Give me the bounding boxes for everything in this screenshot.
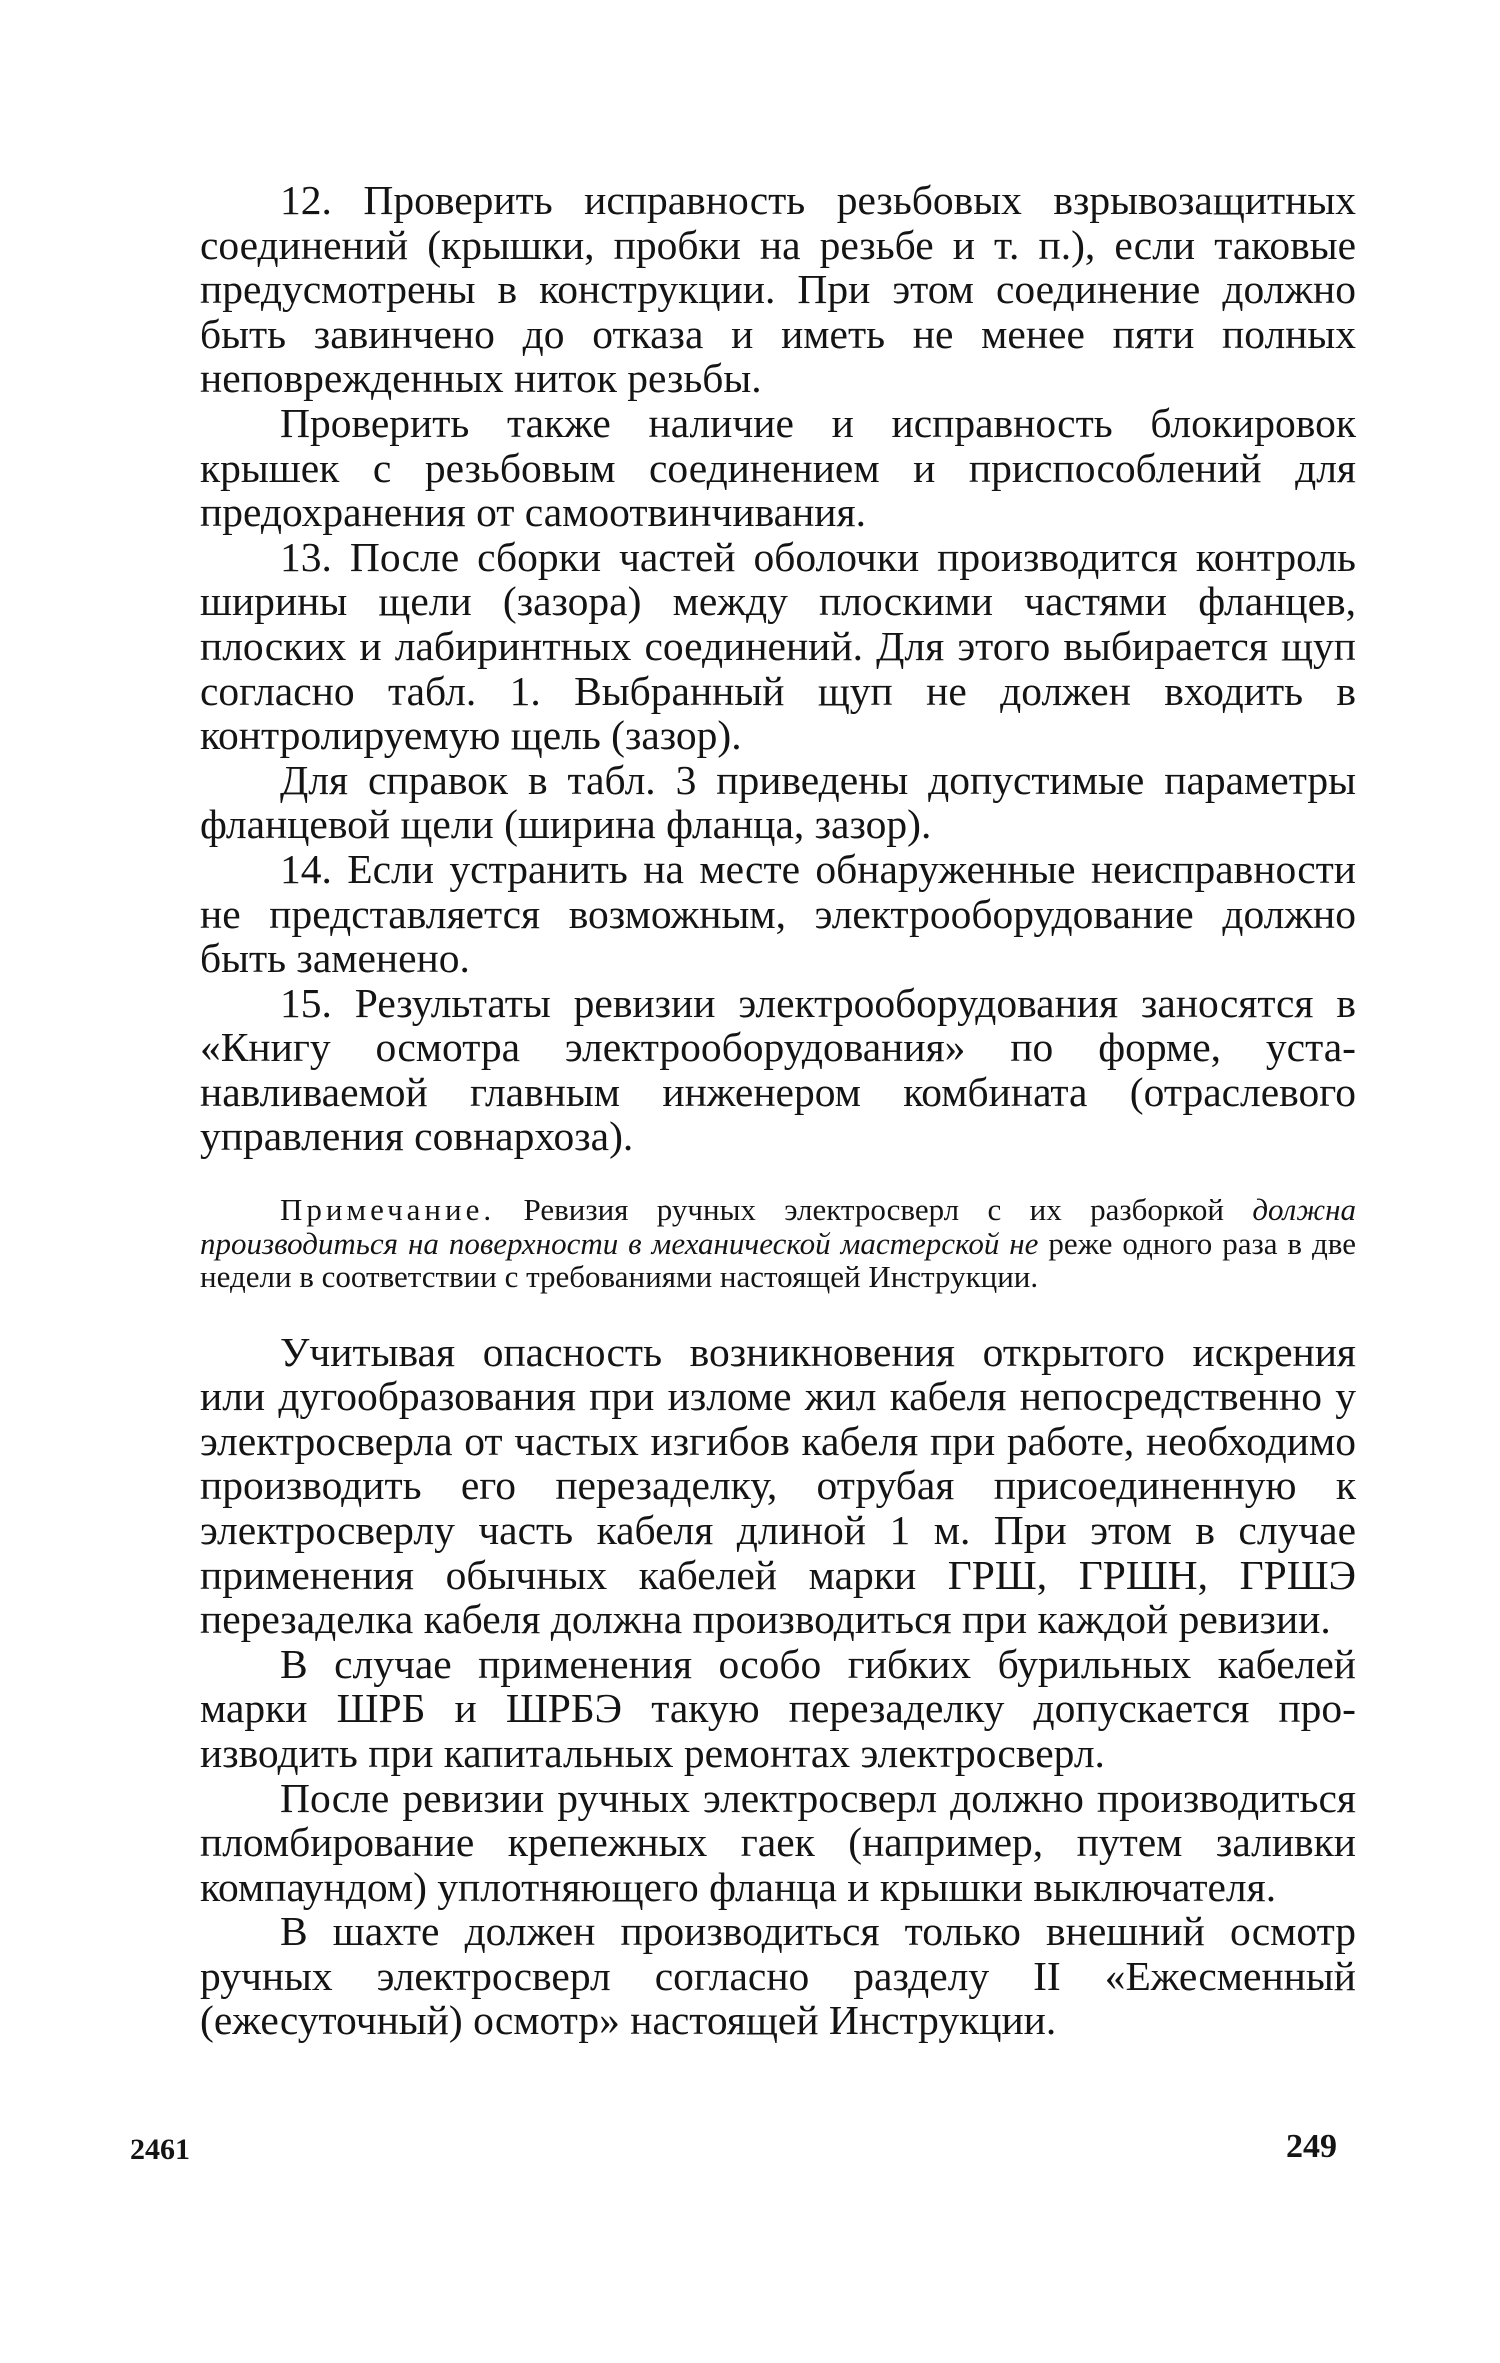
paragraph-cable-reworking: Учитывая опасность возникновения открытого искрения или дугообразования при изломе жил кабеля непосредственно у электросверла от частых изгибов кабеля при работе, необходимо производить его перезаделку, отрубая присоединенную к электросверлу часть кабеля длиной 1 м. При этом в случае применения обычных кабелей марки ГРШ, ГРШН, ГРШЭ перезаделка кабеля должна производиться при каждой ревизии. bbox=[200, 1328, 1356, 1643]
paragraph-sealing: После ревизии ручных электросверл должно производиться пломбирование крепежных гаек (например, путем заливки компаундом) уплотняющего фланца и крышки выключателя. bbox=[200, 1774, 1356, 1910]
paragraph-flexible-cables: В случае применения особо гибких бурильных кабелей марки ШРБ и ШРБЭ такую перезаделку допускается производить при капитальных ремонтах электросверл. bbox=[200, 1640, 1356, 1776]
paragraph-12: 12. Проверить исправность резьбовых взрывозащитных соединений (крышки, пробки на резьбе и т. п.), если таковые предусмотрены в конструкции. При этом соединение должно быть завинчено до отказа и иметь не менее пяти полных неповрежденных ниток резьбы. bbox=[200, 177, 1356, 402]
printer-signature: 2461 bbox=[130, 2133, 190, 2166]
note-text-end: реже одного раза в две недели в соответствии с требованиями настоящей Инструкции. bbox=[200, 1225, 1356, 1295]
page-number: 249 bbox=[1286, 2128, 1337, 2165]
page-body bbox=[200, 178, 1356, 2043]
note-text-start: Ревизия ручных электросверл с их разборкой bbox=[523, 1192, 1224, 1228]
paragraph-12-continued: Проверить также наличие и исправность блокировок крышек с резьбовым соединением и приспособлений для предохранения от самоотвинчивания. bbox=[200, 399, 1356, 536]
paragraph-13-continued: Для справок в табл. 3 приведены допустимые параметры фланцевой щели (ширина фланца, зазор). bbox=[200, 756, 1356, 848]
note-block bbox=[200, 1193, 1356, 1294]
paragraph-13: 13. После сборки частей оболочки производится контроль ширины щели (зазора) между плоскими частями фланцев, плоских и лабиринтных соединений. Для этого выбирается щуп согласно табл. 1. Выбранный щуп не должен входить в контролируемую щель (зазор). bbox=[200, 533, 1356, 759]
paragraph-15: 15. Результаты ревизии электрооборудования заносятся в «Книгу осмотра электрооборудования» по форме, устанавливаемой главным инженером комбината (отраслевого управления совнархоза). bbox=[200, 979, 1356, 1160]
paragraph-mine-inspection: В шахте должен производиться только внешний осмотр ручных электросверл согласно разделу II «Ежесменный (ежесуточный) осмотр» настоящей Инструкции. bbox=[200, 1908, 1356, 2044]
note-label: Примечание. bbox=[280, 1192, 496, 1228]
paragraph-14: 14. Если устранить на месте обнаруженные неисправности не представляется возможным, электрооборудование должно быть заменено. bbox=[200, 845, 1356, 982]
note-text-italic: должна производиться на поверхности в механической мастерской не bbox=[200, 1192, 1357, 1261]
